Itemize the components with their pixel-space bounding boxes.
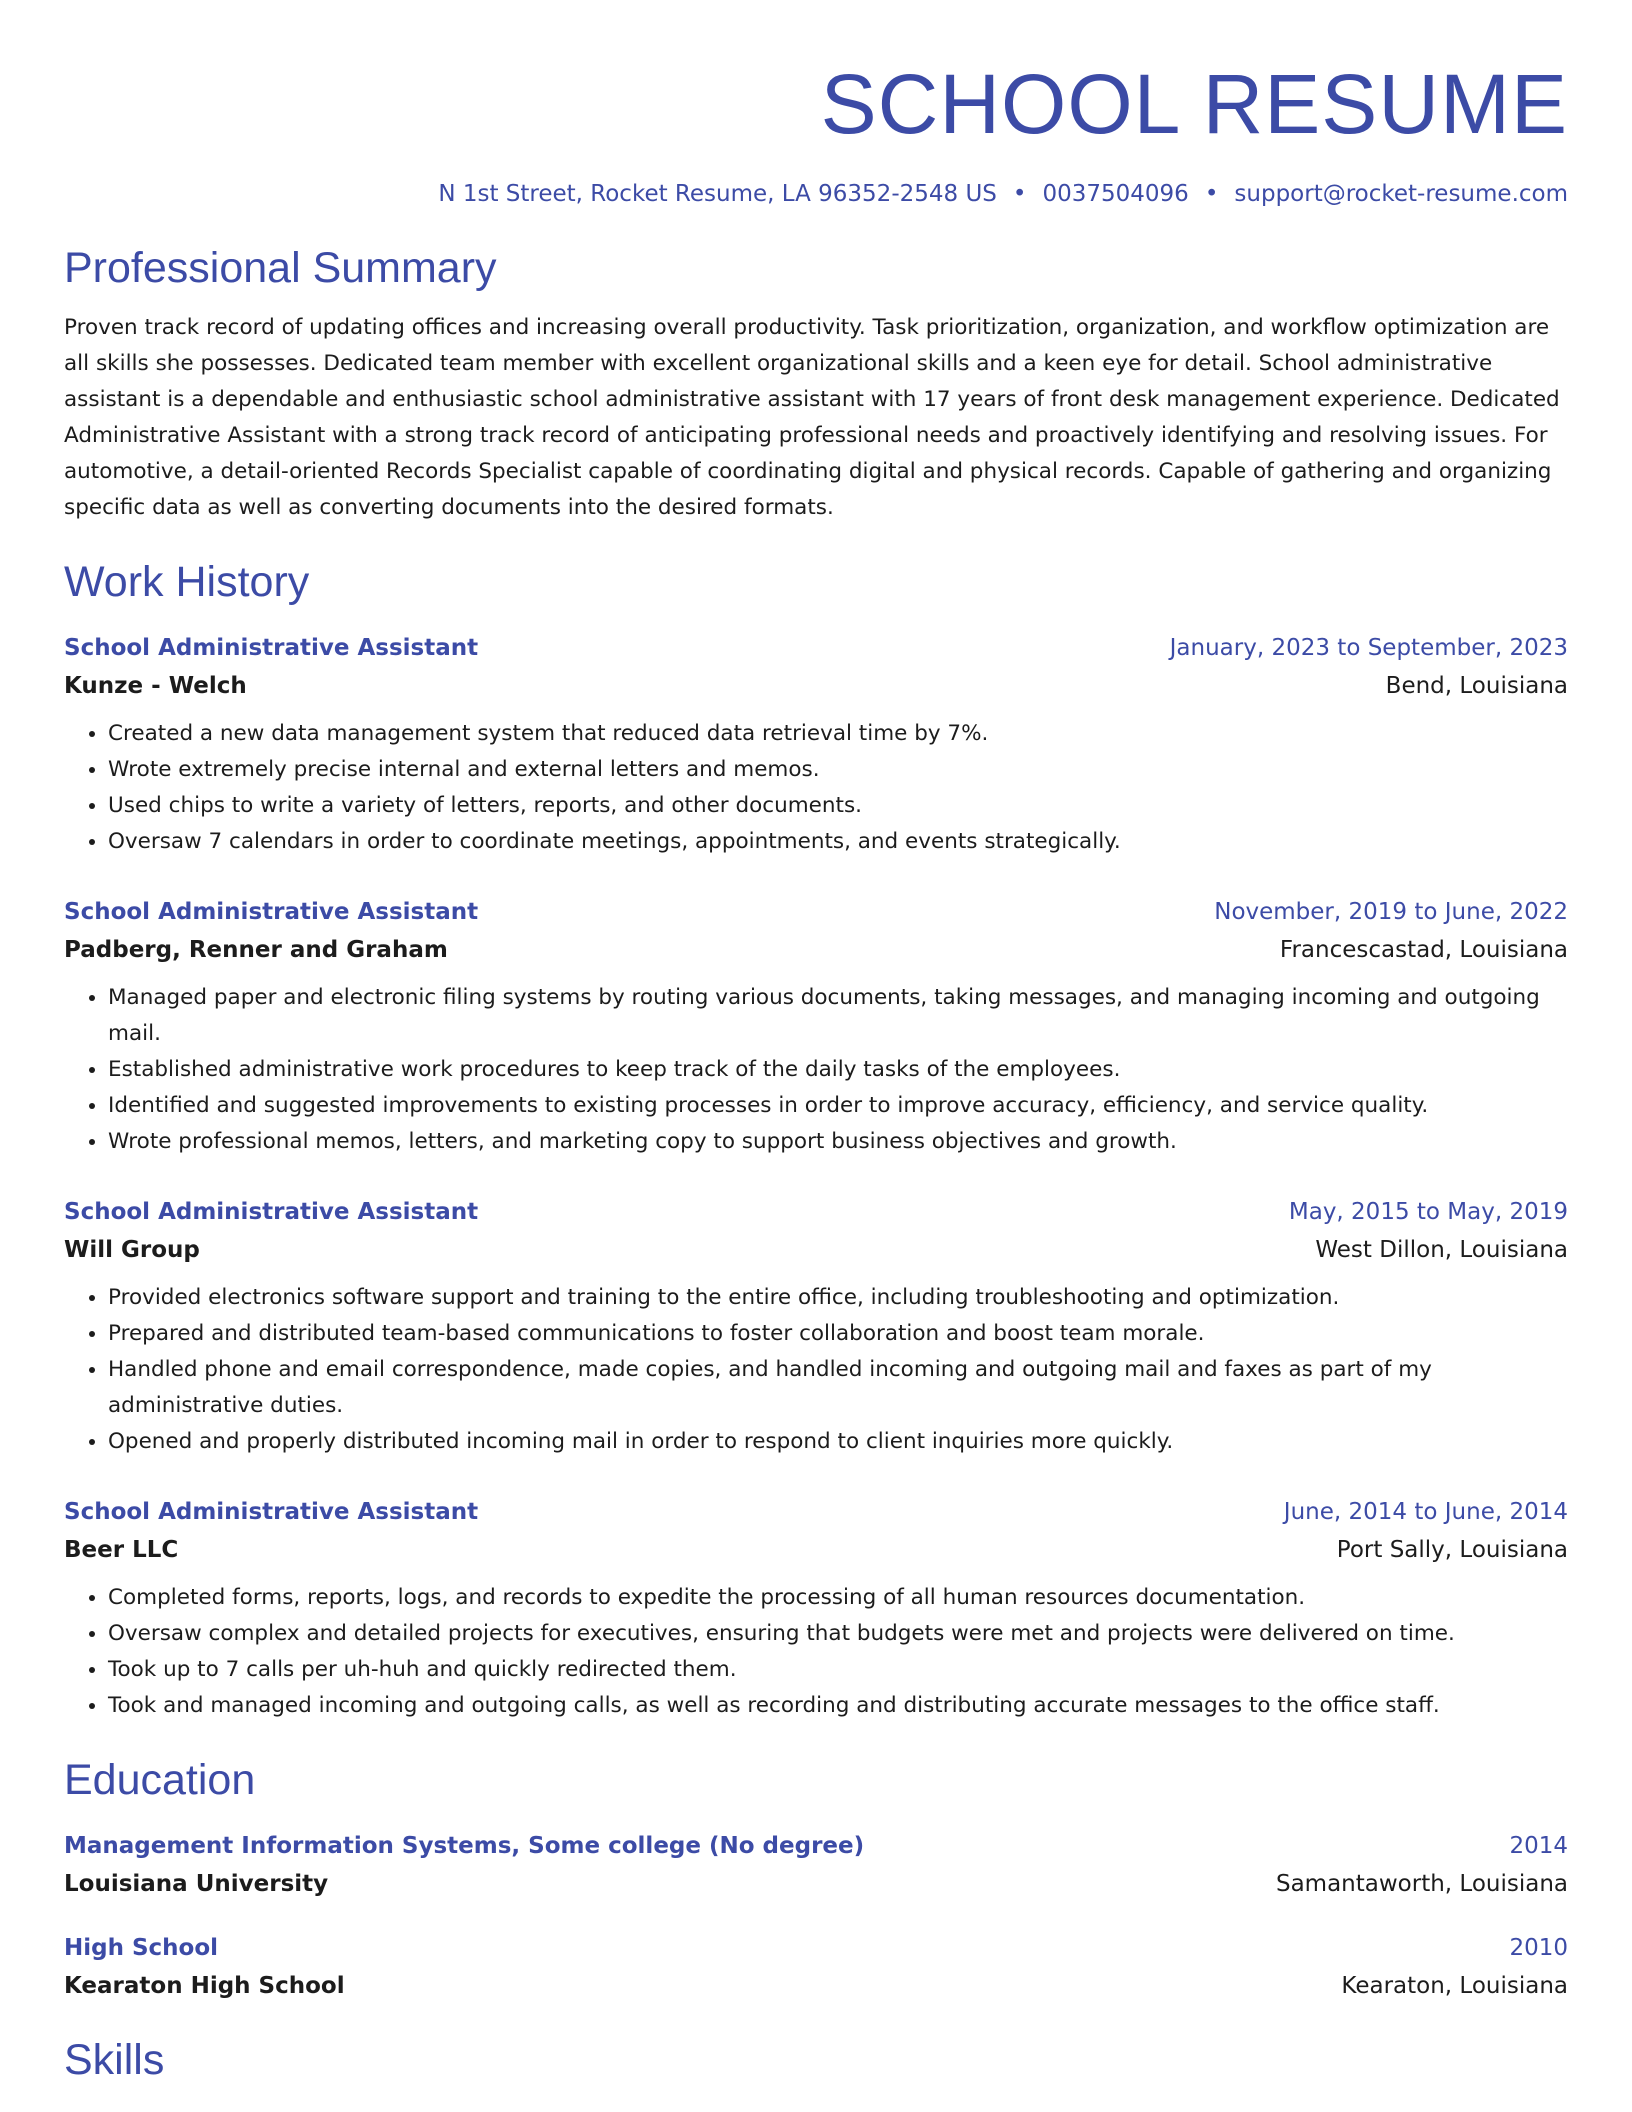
- job-bullet: • Took and managed incoming and outgoing calls, as well as recording and distributing accurate messages to the office staff.: [108, 1688, 1568, 1724]
- education-title: Education: [64, 1756, 256, 1804]
- contact-address: N 1st Street, Rocket Resume, LA 96352-2548 US: [438, 181, 997, 207]
- job-bullets: [64, 1580, 1568, 1724]
- job-company: Beer LLC: [64, 1537, 179, 1563]
- job-bullet: • Established administrative work procedures to keep track of the daily tasks of the employees.: [108, 1052, 1568, 1088]
- job-role: School Administrative Assistant: [64, 1199, 479, 1225]
- job-bullet: • Used chips to write a variety of letters, reports, and other documents.: [108, 788, 1568, 824]
- contact-separator: •: [1204, 181, 1219, 207]
- job-company: Padberg, Renner and Graham: [64, 937, 448, 963]
- education-year: 2010: [1509, 1935, 1568, 1961]
- job-dates: May, 2015 to May, 2019: [1288, 1199, 1568, 1225]
- summary-section: [64, 240, 1568, 526]
- education-degree: Management Information Systems, Some college (No degree): [64, 1833, 865, 1859]
- job-entry: [64, 894, 1568, 1160]
- job-role: School Administrative Assistant: [64, 635, 479, 661]
- education-year: 2014: [1509, 1833, 1568, 1859]
- resume-header: [64, 50, 1568, 210]
- job-bullet: • Wrote extremely precise internal and external letters and memos.: [108, 752, 1568, 788]
- job-entry: [64, 1494, 1568, 1724]
- job-bullets: [64, 1280, 1568, 1460]
- job-dates: November, 2019 to June, 2022: [1214, 899, 1568, 925]
- job-location: West Dillon, Louisiana: [1315, 1237, 1568, 1263]
- job-bullet: • Prepared and distributed team-based communications to foster collaboration and boost team morale.: [108, 1316, 1568, 1352]
- work-history-title: Work History: [64, 558, 310, 606]
- education-entry: [64, 1828, 1568, 1904]
- job-entry: [64, 630, 1568, 860]
- job-bullet: • Managed paper and electronic filing systems by routing various documents, taking messages, and managing incoming and outgoing mail.: [108, 980, 1568, 1052]
- education-entry: [64, 1930, 1568, 2006]
- job-dates: June, 2014 to June, 2014: [1283, 1499, 1568, 1525]
- contact-line: [64, 178, 1568, 210]
- contact-email: support@rocket-resume.com: [1234, 181, 1568, 207]
- job-bullet: • Identified and suggested improvements to existing processes in order to improve accuracy, efficiency, and service quality.: [108, 1088, 1568, 1124]
- education-school: Kearaton High School: [64, 1973, 345, 1999]
- summary-title: Professional Summary: [64, 244, 497, 292]
- job-location: Port Sally, Louisiana: [1336, 1537, 1568, 1563]
- summary-text: Proven track record of updating offices and increasing overall productivity. Task prioritization, organization, and workflow optimization are all skills she possesses. Dedicated team member with excellent organizational skills and a keen eye for detail. School administrative assistant is a dependable and enthusiastic school administrative assistant with 17 years of front desk management experience. Dedicated Administrative Assistant with a strong track record of anticipating professional needs and proactively identifying and resolving issues. For automotive, a detail-oriented Records Specialist capable of coordinating digital and physical records. Capable of gathering and organizing specific data as well as converting documents into the desired formats.: [64, 315, 1560, 520]
- skills-section: [64, 2032, 1568, 2088]
- contact-phone: 0037504096: [1042, 181, 1189, 207]
- job-role: School Administrative Assistant: [64, 899, 479, 925]
- job-location: Bend, Louisiana: [1385, 673, 1568, 699]
- education-location: Kearaton, Louisiana: [1341, 1973, 1568, 1999]
- job-bullet: • Completed forms, reports, logs, and records to expedite the processing of all human resources documentation.: [108, 1580, 1568, 1616]
- job-bullet: • Provided electronics software support and training to the entire office, including troubleshooting and optimization.: [108, 1280, 1568, 1316]
- job-role: School Administrative Assistant: [64, 1499, 479, 1525]
- skills-title: Skills: [64, 2036, 165, 2084]
- job-bullet: • Opened and properly distributed incoming mail in order to respond to client inquiries more quickly.: [108, 1424, 1568, 1460]
- job-dates: January, 2023 to September, 2023: [1169, 635, 1568, 661]
- contact-separator: •: [1012, 181, 1027, 207]
- resume-name: SCHOOL RESUME: [820, 57, 1568, 151]
- job-bullet: • Created a new data management system that reduced data retrieval time by 7%.: [108, 716, 1568, 752]
- education-degree: High School: [64, 1935, 219, 1961]
- job-entry: [64, 1194, 1568, 1460]
- job-bullet: • Took up to 7 calls per uh-huh and quickly redirected them.: [108, 1652, 1568, 1688]
- job-bullet: • Wrote professional memos, letters, and marketing copy to support business objectives and growth.: [108, 1124, 1568, 1160]
- job-bullets: [64, 716, 1568, 860]
- education-location: Samantaworth, Louisiana: [1275, 1871, 1568, 1897]
- education-school: Louisiana University: [64, 1871, 329, 1897]
- job-bullet: • Handled phone and email correspondence, made copies, and handled incoming and outgoing mail and faxes as part of my administrative duties.: [108, 1352, 1568, 1424]
- work-history-section: [64, 554, 1568, 1724]
- job-bullet: • Oversaw 7 calendars in order to coordinate meetings, appointments, and events strategically.: [108, 824, 1568, 860]
- job-company: Kunze - Welch: [64, 673, 247, 699]
- job-location: Francescastad, Louisiana: [1279, 937, 1568, 963]
- job-bullet: • Oversaw complex and detailed projects for executives, ensuring that budgets were met and projects were delivered on time.: [108, 1616, 1568, 1652]
- job-bullets: [64, 980, 1568, 1160]
- job-company: Will Group: [64, 1237, 200, 1263]
- education-section: [64, 1752, 1568, 2006]
